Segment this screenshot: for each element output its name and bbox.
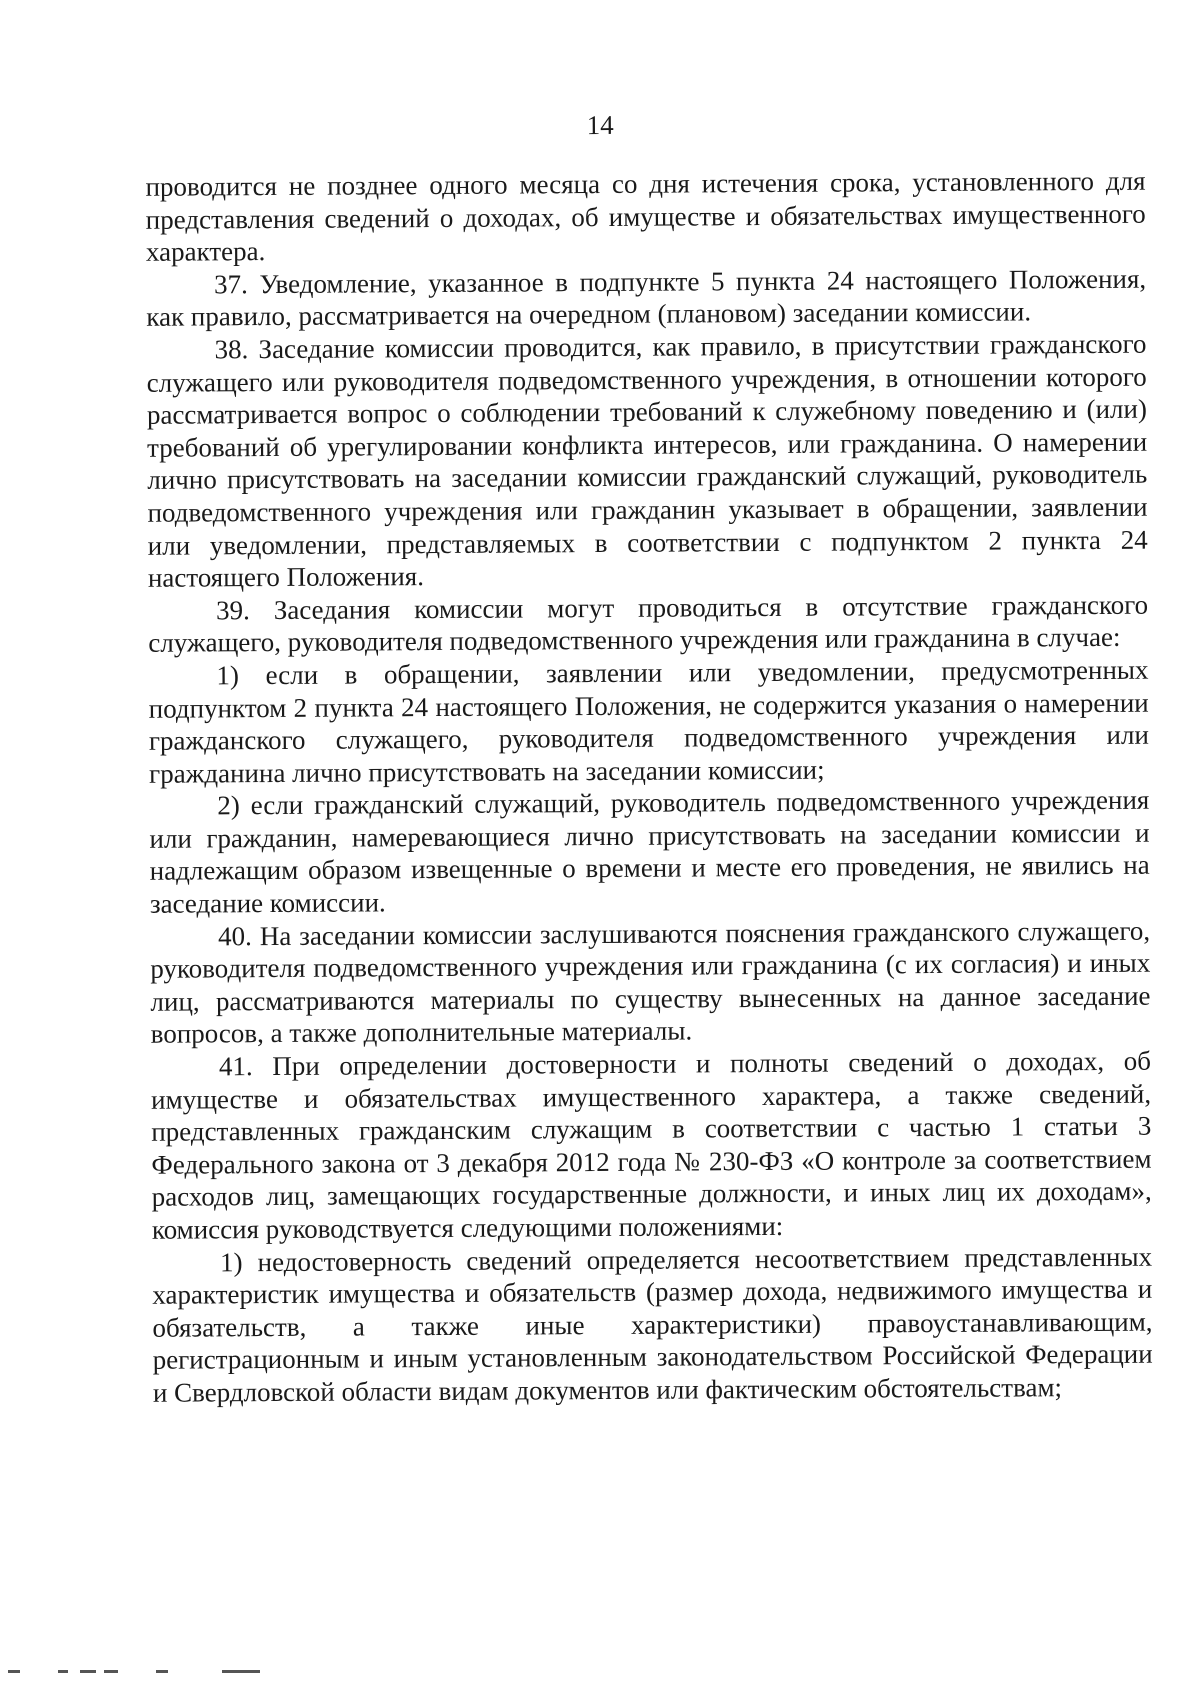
paragraph-40: 40. На заседании комиссии заслушиваются пояснения гражданского служащего, руководителя подведомственного учреждения или гражданина (с их согласия) и иных лиц, рассматриваются материалы по существу вынесенных на данное заседание вопросов, а также дополнительные материалы. [150,915,1151,1050]
paragraph-37: 37. Уведомление, указанное в подпункте 5 пункта 24 настоящего Положения, как правило, рассматривается на очередном (плановом) заседании комиссии. [146,263,1147,333]
document-body [145,165,1153,1410]
paragraph-39-item-1: 1) если в обращении, заявлении или уведомлении, предусмотренных подпунктом 2 пункта 24 настоящего Положения, не содержится указания о намерении гражданского служащего, руководителя подведомственного учреждения или гражданина лично присутствовать на заседании комиссии; [148,654,1149,789]
paragraph-41-item-1: 1) недостоверность сведений определяется несоответствием представленных характеристик имущества и обязательств (размер дохода, недвижимого имущества и обязательств, а также иные характеристики) правоустанавливающим, регистрационным и иным установленным законодательством Российской Федерации и Свердловской области видам документов или фактическим обстоятельствам; [152,1241,1153,1408]
paragraph-39-item-2: 2) если гражданский служащий, руководитель подведомственного учреждения или гражданин, намеревающиеся лично присутствовать на заседании комиссии и надлежащим образом извещенные о времени и месте его проведения, не явились на заседание комиссии. [149,784,1150,919]
paragraph-38: 38. Заседание комиссии проводится, как правило, в присутствии гражданского служащего или руководителя подведомственного учреждения, в отношении которого рассматривается вопрос о соблюдении требований к служебному поведению и (или) требований об урегулировании конфликта интересов, или гражданина. О намерении лично присутствовать на заседании комиссии гражданский служащий, руководитель подведомственного учреждения или гражданин указывает в обращении, заявлении или уведомлении, представляемых в соответствии с подпунктом 2 пункта 24 настоящего Положения. [146,328,1148,593]
scan-artifact-marks [0,1670,300,1676]
page-number: 14 [586,109,614,141]
paragraph-39: 39. Заседания комиссии могут проводиться в отсутствие гражданского служащего, руководителя подведомственного учреждения или гражданина в случае: [148,589,1149,659]
paragraph-41: 41. При определении достоверности и полноты сведений о доходах, об имуществе и обязательствах имущественного характера, а также сведений, представленных гражданским служащим в соответствии с частью 1 статьи 3 Федерального закона от 3 декабря 2012 года № 230-ФЗ «О контроле за соответствием расходов лиц, замещающих государственные должности, и иных лиц их доходам», комиссия руководствуется следующими положениями: [151,1045,1152,1245]
paragraph-continuation: проводится не позднее одного месяца со дня истечения срока, установленного для представления сведений о доходах, об имуществе и обязательствах имущественного характера. [145,165,1146,267]
